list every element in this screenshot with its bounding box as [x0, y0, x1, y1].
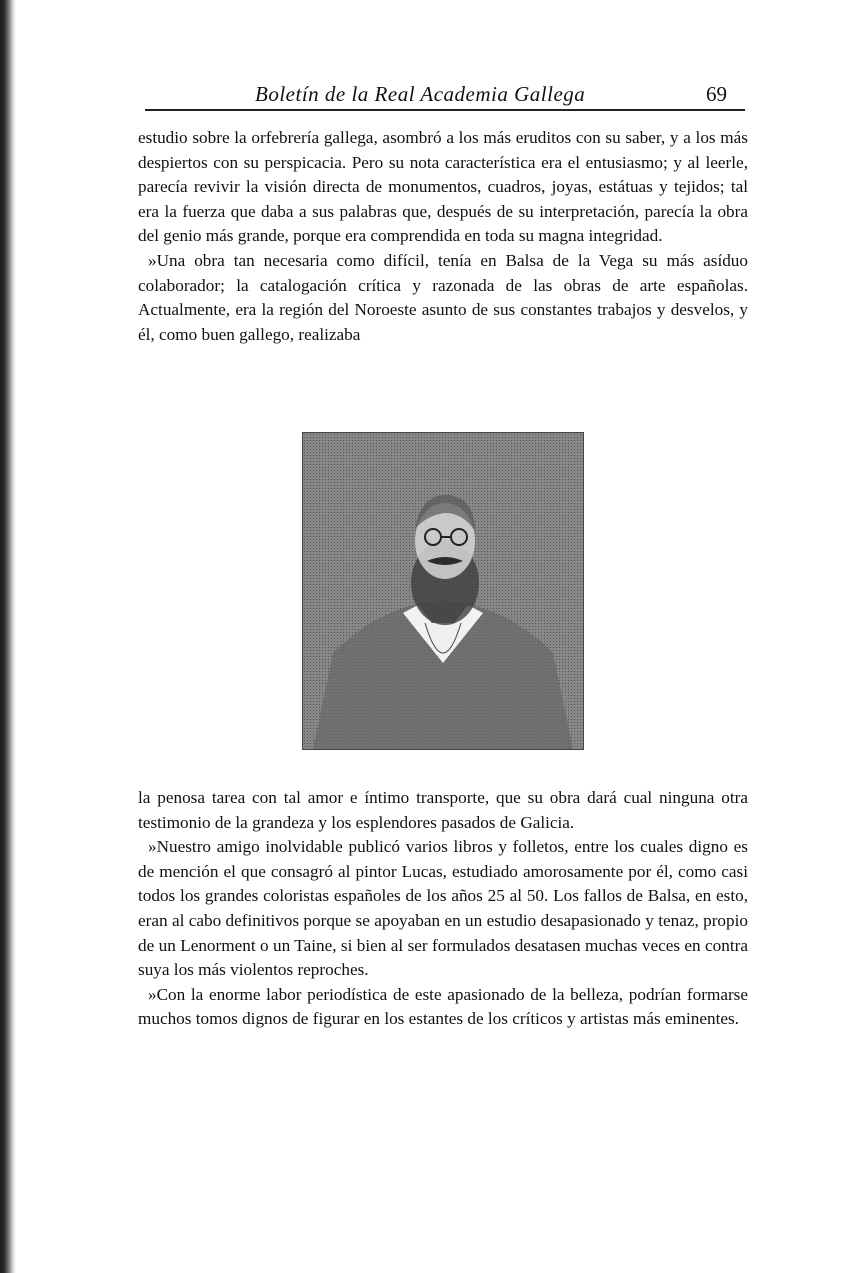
portrait-photo-icon	[302, 432, 584, 750]
page-number: 69	[706, 82, 727, 106]
body-text-bottom	[138, 786, 748, 1032]
paragraph: »Con la enorme labor periodística de este apasionado de la belleza, podrían formarse muchos tomos dignos de figurar en los estantes de los críticos y artistas más eminentes.	[138, 984, 748, 1029]
portrait-drawing	[303, 433, 583, 749]
paragraph: la penosa tarea con tal amor e íntimo transporte, que su obra dará cual ninguna otra testimonio de la grandeza y los esplendores pasados de Galicia.	[138, 788, 748, 832]
paragraph: estudio sobre la orfebrería gallega, asombró a los más eruditos con su saber, y a los más despiertos con su perspicacia. Pero su nota característica era el entusiasmo; y al leerle, parecía revivir la visión directa de monumentos, cuadros, joyas, estátuas y tejidos; tal era la fuerza que daba a sus palabras que, después de su interpretación, parecía la obra del genio más grande, porque era comprendida en toda su magna integridad.	[138, 128, 748, 246]
header-rule	[145, 109, 745, 111]
scan-binding-edge	[0, 0, 16, 1273]
paragraph: »Nuestro amigo inolvidable publicó varios libros y folletos, entre los cuales digno es de mención el que consagró al pintor Lucas, estudiado amorosamente por él, como casi todos los grandes coloristas españoles de los años 25 al 50. Los fallos de Balsa, en esto, eran al cabo definitivos porque se apoyaban en un estudio desapasionado y tenaz, propio de un Lenorment o un Taine, si bien al ser formulados desatasen muchas veces en contra suya los más violentos reproches.	[138, 837, 748, 980]
body-text-top	[138, 126, 748, 347]
paragraph: »Una obra tan necesaria como difícil, tenía en Balsa de la Vega su más asíduo colaborador; la catalogación crítica y razonada de las obras de arte españolas. Actualmente, era la región del Noroeste asunto de sus constantes trabajos y desvelos, y él, como buen gallego, realizaba	[138, 250, 748, 344]
running-title: Boletín de la Real Academia Gallega	[255, 82, 586, 106]
page-header	[145, 80, 745, 112]
